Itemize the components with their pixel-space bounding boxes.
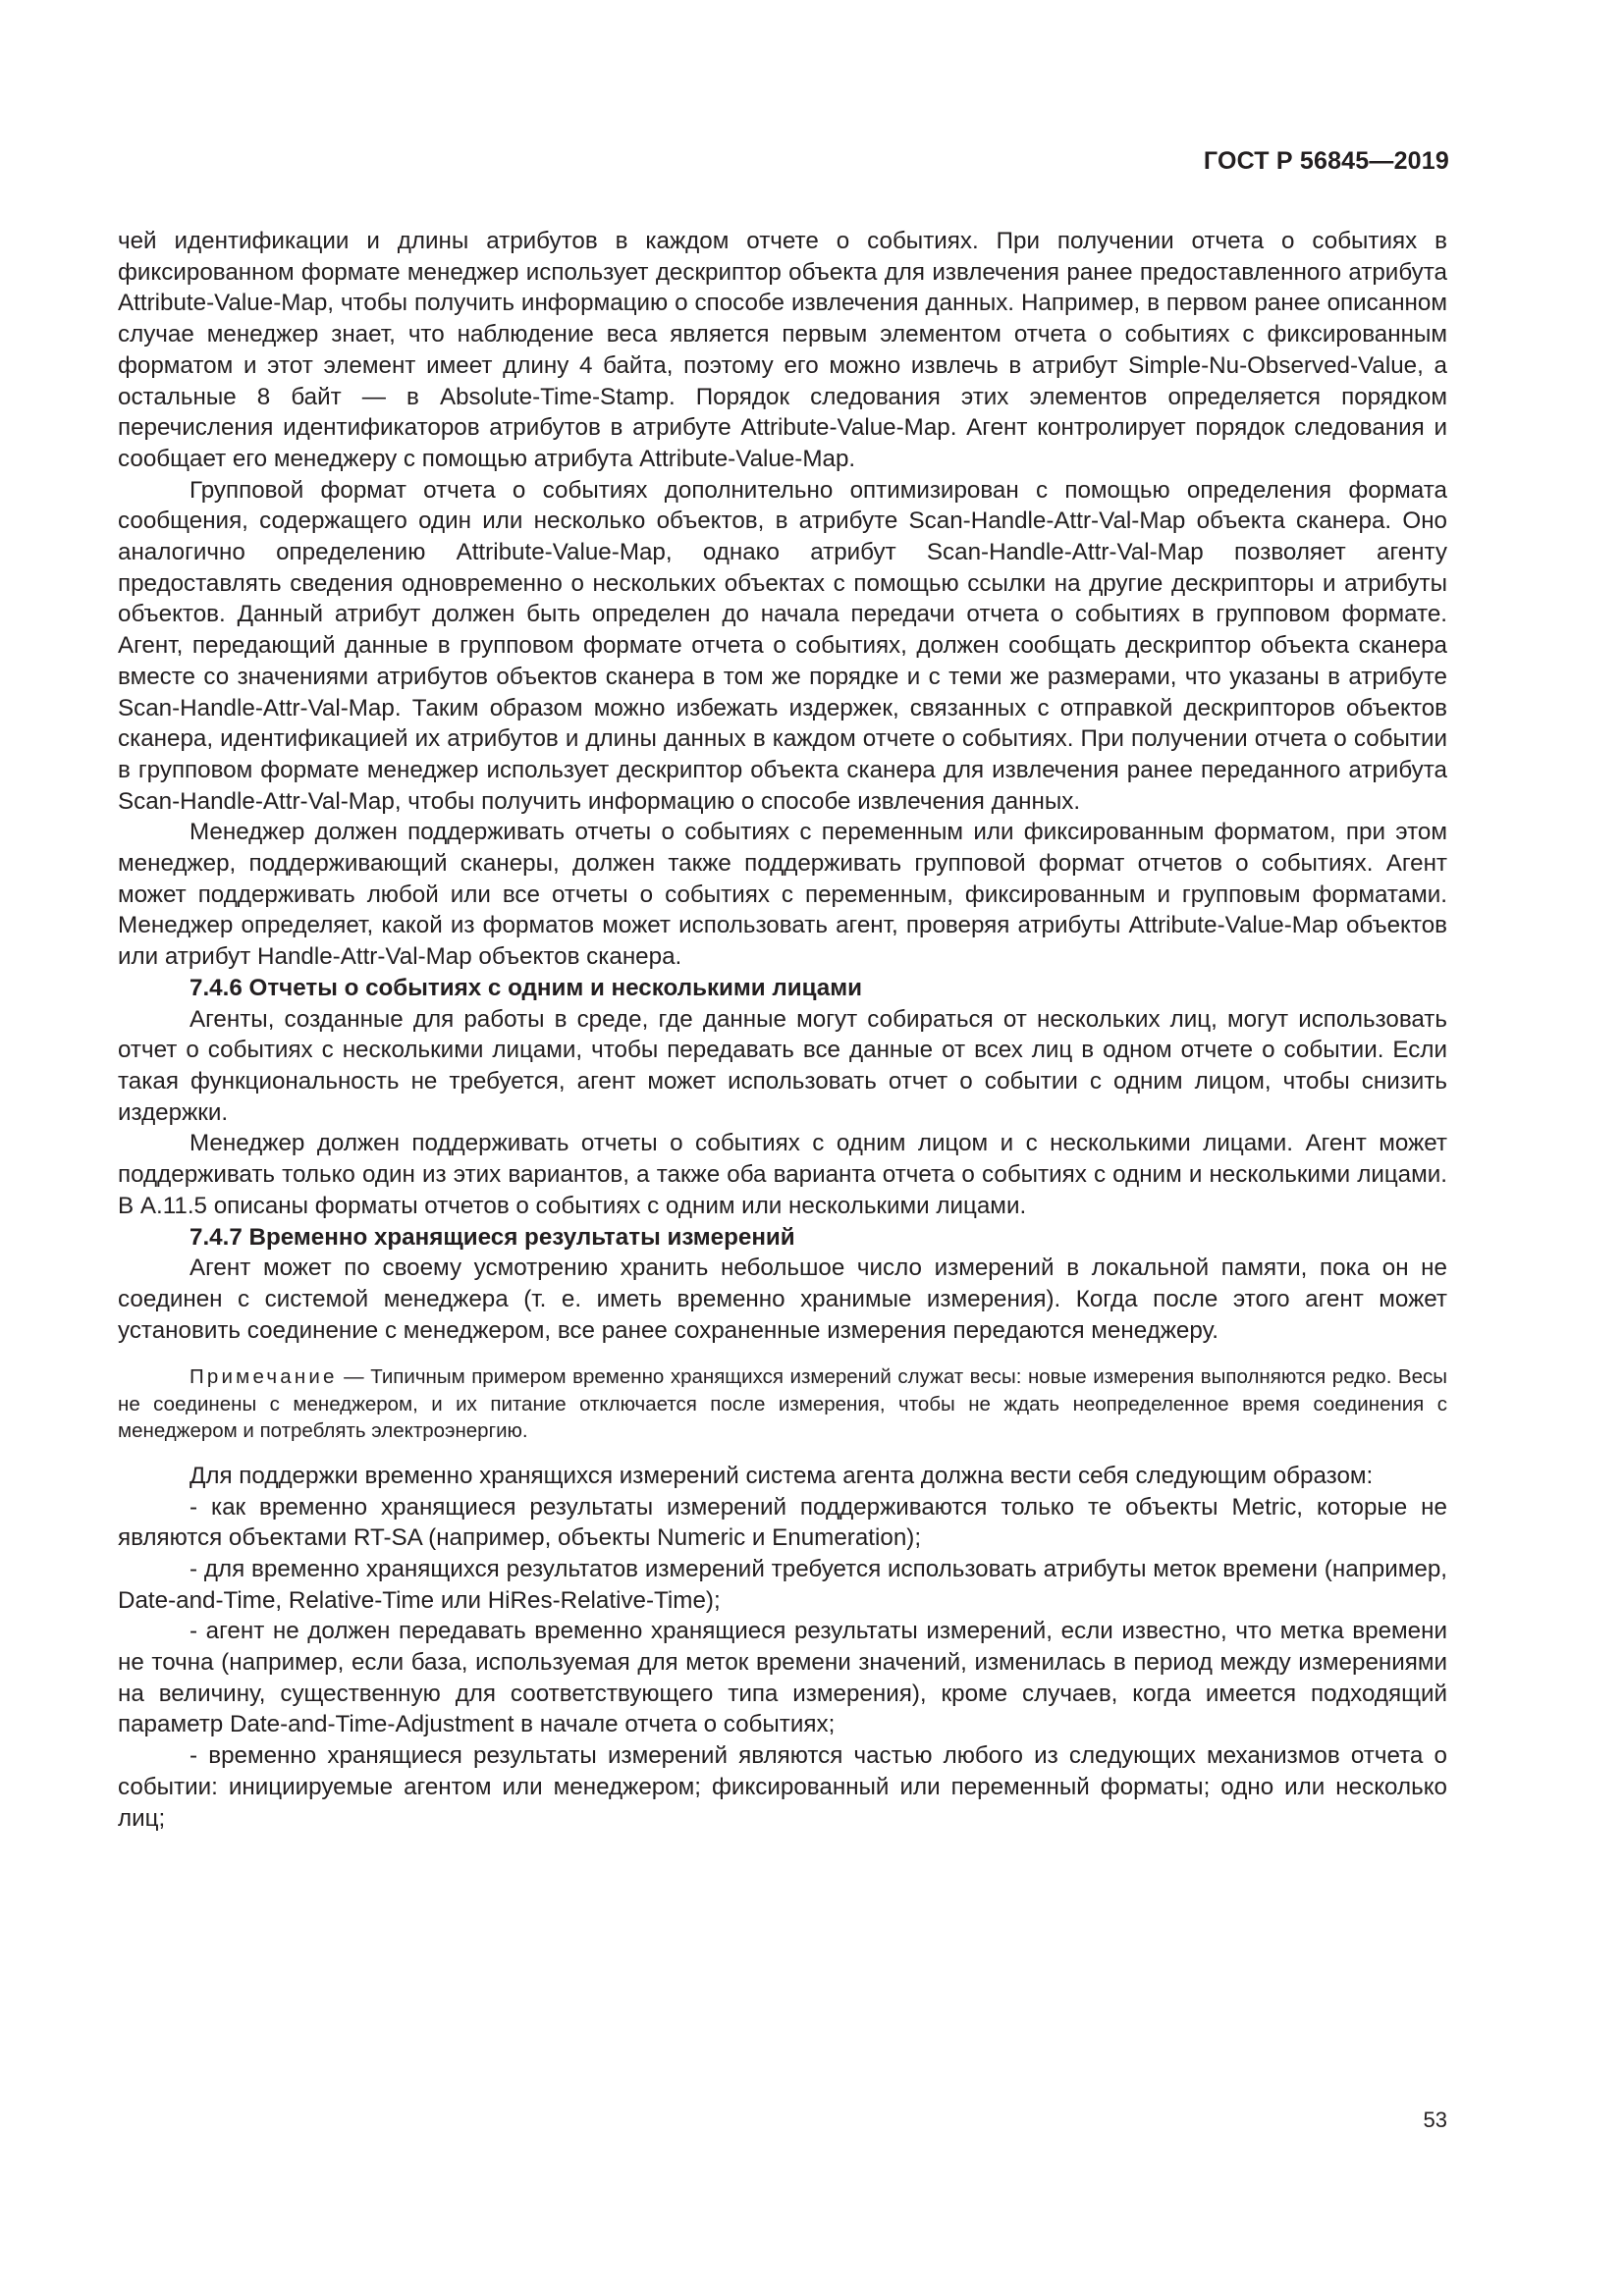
paragraph-multi-person-manager: Менеджер должен поддерживать отчеты о событиях с одним лицом и с несколькими лицами. Агент может поддерживать только один из этих вариантов, а также оба варианта отчета о событиях с одним и несколькими лицами. В А.11.5 описаны форматы отчетов о событиях с одним или несколькими лицами.	[118, 1130, 1447, 1219]
paragraph-stored-measurements: Агент может по своему усмотрению хранить небольшое число измерений в локальной памяти, пока он не соединен с системой менеджера (т. е. иметь временно хранимые измерения). Когда после этого агент может установить соединение с менеджером, все ранее сохраненные измерения передаются менеджеру.	[118, 1255, 1447, 1344]
note-label: Примечание	[189, 1365, 338, 1389]
document-body	[118, 226, 1447, 1834]
page-number: 53	[1423, 2108, 1447, 2132]
paragraph-multi-person-agents: Агенты, созданные для работы в среде, где данные могут собираться от нескольких лиц, могут использовать отчет о событиях с несколькими лицами, чтобы передавать все данные от всех лиц в одном отчете о событии. Если такая функциональность не требуется, агент может использовать отчет о событии с одним лицом, чтобы снизить издержки.	[118, 1005, 1447, 1126]
list-item: - как временно хранящиеся результаты измерений поддерживаются только те объекты Metric, которые не являются объектами RT-SA (например, объекты Numeric и Enumeration);	[118, 1493, 1447, 1552]
document-code-header: ГОСТ Р 56845—2019	[1203, 147, 1449, 175]
list-item: - временно хранящиеся результаты измерений являются частью любого из следующих механизмов отчета о событии: инициируемые агентом или менеджером; фиксированный или переменный форматы; одно или несколько лиц;	[118, 1742, 1447, 1832]
section-heading-7-4-7: 7.4.7 Временно хранящиеся результаты измерений	[189, 1223, 795, 1251]
section-heading-7-4-6: 7.4.6 Отчеты о событиях с одним и несколькими лицами	[189, 974, 863, 1001]
note-text: — Типичным примером временно хранящихся измерений служат весы: новые измерения выполняются редко. Весы не соединены с менеджером, и их питание отключается после измерения, чтобы не ждать неопределенное время соединения с менеджером и потреблять электроэнергию.	[118, 1365, 1447, 1443]
paragraph-continuation: чей идентификации и длины атрибутов в каждом отчете о событиях. При получении отчета о событиях в фиксированном формате менеджер использует дескриптор объекта для извлечения ранее предоставленного атрибута Attribute-Value-Map, чтобы получить информацию о способе извлечения данных. Например, в первом ранее описанном случае менеджер знает, что наблюдение веса является первым элементом отчета о событиях с фиксированным форматом и этот элемент имеет длину 4 байта, поэтому его можно извлечь в атрибут Simple-Nu-Observed-Value, а остальные 8 байт — в Absolute-Time-Stamp. Порядок следования этих элементов определяется порядком перечисления идентификаторов атрибутов в атрибуте Attribute-Value-Map. Агент контролирует порядок следования и сообщает его менеджеру с помощью атрибута Attribute-Value-Map.	[118, 228, 1447, 472]
paragraph-manager-support: Менеджер должен поддерживать отчеты о событиях с переменным или фиксированным форматом, при этом менеджер, поддерживающий сканеры, должен также поддерживать групповой формат отчетов о событиях. Агент может поддерживать любой или все отчеты о событиях с переменным, фиксированным и групповым форматами. Менеджер определяет, какой из форматов может использовать агент, проверяя атрибуты Attribute-Value-Map объектов или атрибут Handle-Attr-Val-Map объектов сканера.	[118, 819, 1447, 971]
paragraph-agent-behavior: Для поддержки временно хранящихся измерений система агента должна вести себя следующим образом:	[189, 1462, 1374, 1489]
paragraph-group-format: Групповой формат отчета о событиях дополнительно оптимизирован с помощью определения формата сообщения, содержащего один или несколько объектов, в атрибуте Scan-Handle-Attr-Val-Map объекта сканера. Оно аналогично определению Attribute-Value-Map, однако атрибут Scan-Handle-Attr-Val-Map позволяет агенту предоставлять сведения одновременно о нескольких объектах с помощью ссылки на другие дескрипторы и атрибуты объектов. Данный атрибут должен быть определен до начала передачи отчета о событиях в групповом формате. Агент, передающий данные в групповом формате отчета о событиях, должен сообщать дескриптор объекта сканера вместе со значениями атрибутов объектов сканера в том же порядке и с теми же размерами, что указаны в атрибуте Scan-Handle-Attr-Val-Map. Таким образом можно избежать издержек, связанных с отправкой дескрипторов объектов сканера, идентификацией их атрибутов и длины данных в каждом отчете о событиях. При получении отчета о событии в групповом формате менеджер использует дескриптор объекта сканера для извлечения ранее переданного атрибута Scan-Handle-Attr-Val-Map, чтобы получить информацию о способе извлечения данных.	[118, 476, 1447, 815]
list-item: - для временно хранящихся результатов измерений требуется использовать атрибуты меток времени (например, Date-and-Time, Relative-Time или HiRes-Relative-Time);	[118, 1555, 1447, 1614]
note-block	[118, 1363, 1447, 1445]
list-item: - агент не должен передавать временно хранящиеся результаты измерений, если известно, что метка времени не точна (например, если база, используемая для меток времени значений, изменилась в период между измерениями на величину, существенную для соответствующего типа измерения), кроме случаев, когда имеется подходящий параметр Date-and-Time-Adjustment в начале отчета о событиях;	[118, 1618, 1447, 1738]
